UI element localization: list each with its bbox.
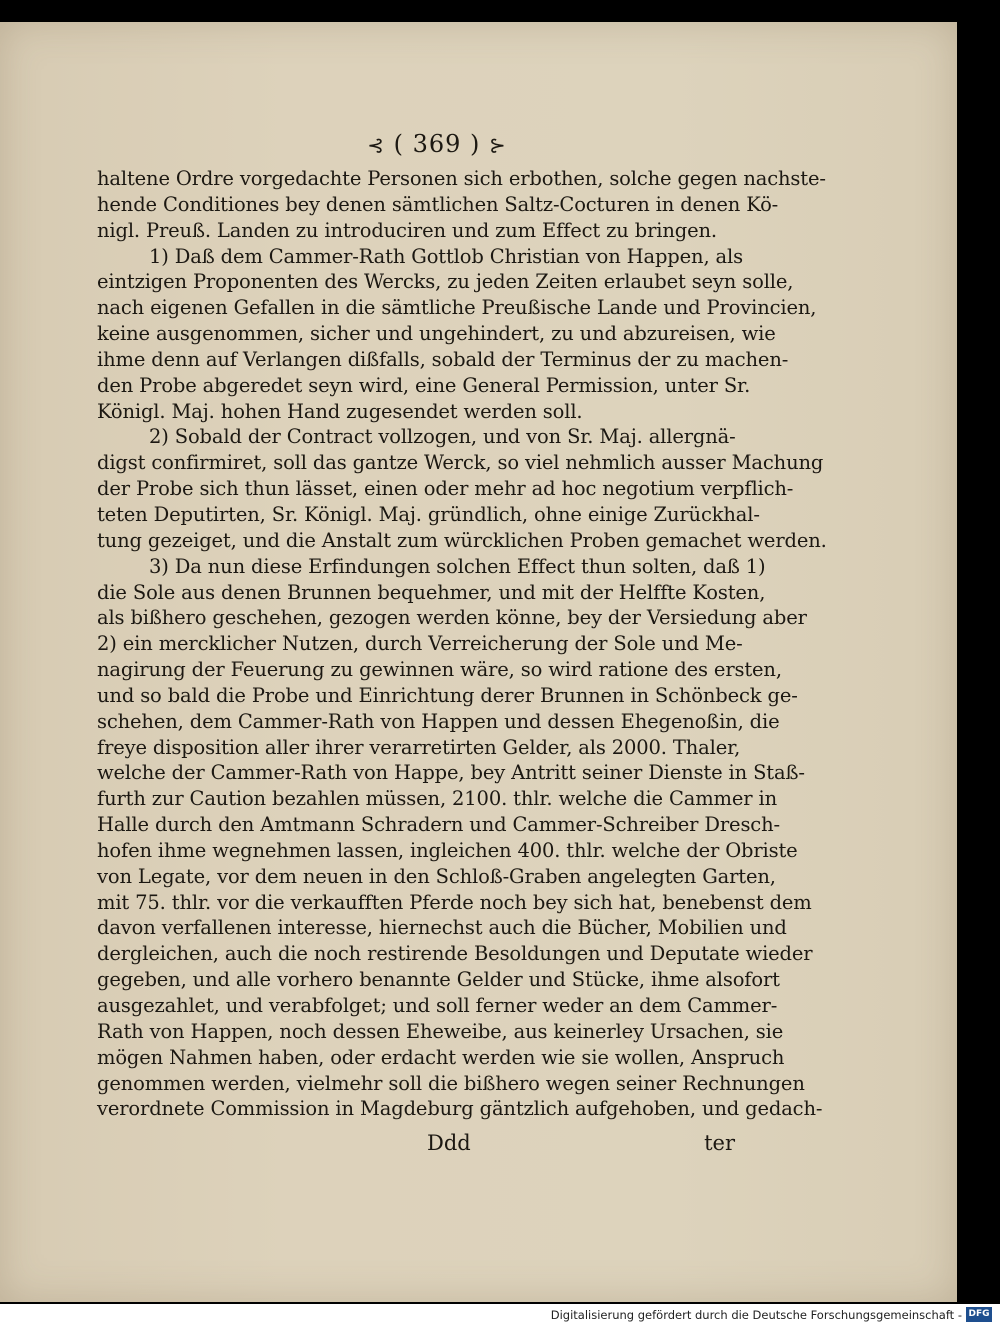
text-line: freye disposition aller ihrer verarretirten Gelder, als 2000. Thaler, [97, 735, 741, 759]
page-number: ( 369 ) [393, 130, 481, 158]
credit-text: Digitalisierung gefördert durch die Deutsche Forschungsgemeinschaft - [550, 1308, 962, 1322]
text-line: Rath von Happen, noch dessen Eheweibe, aus keinerley Ursachen, sie [97, 1019, 784, 1043]
text-line: hende Conditiones bey denen sämtlichen Saltz-Cocturen in denen Kö- [97, 192, 779, 216]
text-line: davon verfallenen interesse, hiernechst auch die Bücher, Mobilien und [97, 916, 787, 940]
text-line: verordnete Commission in Magdeburg gäntzlich aufgehoben, und gedach- [97, 1097, 823, 1121]
text-line: keine ausgenommen, sicher und ungehindert, zu und abzureisen, wie [97, 322, 776, 346]
text-line: Königl. Maj. hohen Hand zugesendet werden soll. [97, 399, 583, 423]
text-line: welche der Cammer-Rath von Happe, bey Antritt seiner Dienste in Staß- [97, 761, 805, 785]
text-block [97, 122, 827, 1158]
text-line: und so bald die Probe und Einrichtung derer Brunnen in Schönbeck ge- [97, 683, 798, 707]
page-header [97, 122, 747, 166]
text-line: schehen, dem Cammer-Rath von Happen und dessen Ehegenoßin, die [97, 709, 780, 733]
body-text [97, 166, 827, 1122]
text-line: 2) ein mercklicher Nutzen, durch Verreicherung der Sole und Me- [97, 632, 743, 656]
text-line: 3) Da nun diese Erfindungen solchen Effect thun solten, daß 1) [149, 554, 766, 578]
text-line: nagirung der Feuerung zu gewinnen wäre, so wird ratione des ersten, [97, 658, 782, 682]
right-ornament: ⊱ [489, 133, 507, 157]
text-line: digst confirmiret, soll das gantze Werck, so viel nehmlich ausser Machung [97, 451, 824, 475]
text-line: mögen Nahmen haben, oder erdacht werden wie sie wollen, Anspruch [97, 1045, 785, 1069]
text-line: 1) Daß dem Cammer-Rath Gottlob Christian von Happen, als [149, 244, 743, 268]
text-line: nigl. Preuß. Landen zu introduciren und zum Effect zu bringen. [97, 218, 717, 242]
text-line: teten Deputirten, Sr. Königl. Maj. gründlich, ohne einige Zurückhal- [97, 502, 760, 526]
catchword: ter [704, 1131, 735, 1156]
book-page [0, 22, 957, 1302]
text-line: dergleichen, auch die noch restirende Besoldungen und Deputate wieder [97, 942, 813, 966]
text-line: 2) Sobald der Contract vollzogen, und von Sr. Maj. allergnä- [149, 425, 736, 449]
text-line: nach eigenen Gefallen in die sämtliche Preußische Lande und Provincien, [97, 296, 817, 320]
text-line: gegeben, und alle vorhero benannte Gelder und Stücke, ihme alsofort [97, 968, 780, 992]
text-line: die Sole aus denen Brunnen bequehmer, und mit der Helffte Kosten, [97, 580, 766, 604]
text-line: tung gezeiget, und die Anstalt zum würcklichen Proben gemachet werden. [97, 528, 827, 552]
text-line: der Probe sich thun lässet, einen oder mehr ad hoc negotium verpflich- [97, 477, 794, 501]
text-line: hofen ihme wegnehmen lassen, ingleichen 400. thlr. welche der Obriste [97, 838, 798, 862]
page-footer [97, 1128, 747, 1158]
text-line: genommen werden, vielmehr soll die bißhero wegen seiner Rechnungen [97, 1071, 805, 1095]
text-line: eintzigen Proponenten des Wercks, zu jeden Zeiten erlaubet seyn solle, [97, 270, 794, 294]
text-line: Halle durch den Amtmann Schradern und Cammer-Schreiber Dresch- [97, 813, 780, 837]
text-line: ihme denn auf Verlangen dißfalls, sobald der Terminus der zu machen- [97, 347, 789, 371]
credit-bar [0, 1304, 1000, 1326]
signature-mark: Ddd [427, 1131, 471, 1156]
text-line: ausgezahlet, und verabfolget; und soll ferner weder an dem Cammer- [97, 994, 778, 1017]
text-line: haltene Ordre vorgedachte Personen sich erbothen, solche gegen nachste- [97, 167, 826, 190]
text-line: von Legate, vor dem neuen in den Schloß-Graben angelegten Garten, [97, 864, 776, 888]
dfg-logo: DFG [966, 1307, 992, 1322]
text-line: furth zur Caution bezahlen müssen, 2100. thlr. welche die Cammer in [97, 787, 778, 811]
left-ornament: ⊰ [367, 133, 385, 157]
text-line: mit 75. thlr. vor die verkaufften Pferde noch bey sich hat, benebenst dem [97, 890, 812, 914]
text-line: als bißhero geschehen, gezogen werden könne, bey der Versiedung aber [97, 606, 807, 630]
text-line: den Probe abgeredet seyn wird, eine General Permission, unter Sr. [97, 373, 751, 397]
